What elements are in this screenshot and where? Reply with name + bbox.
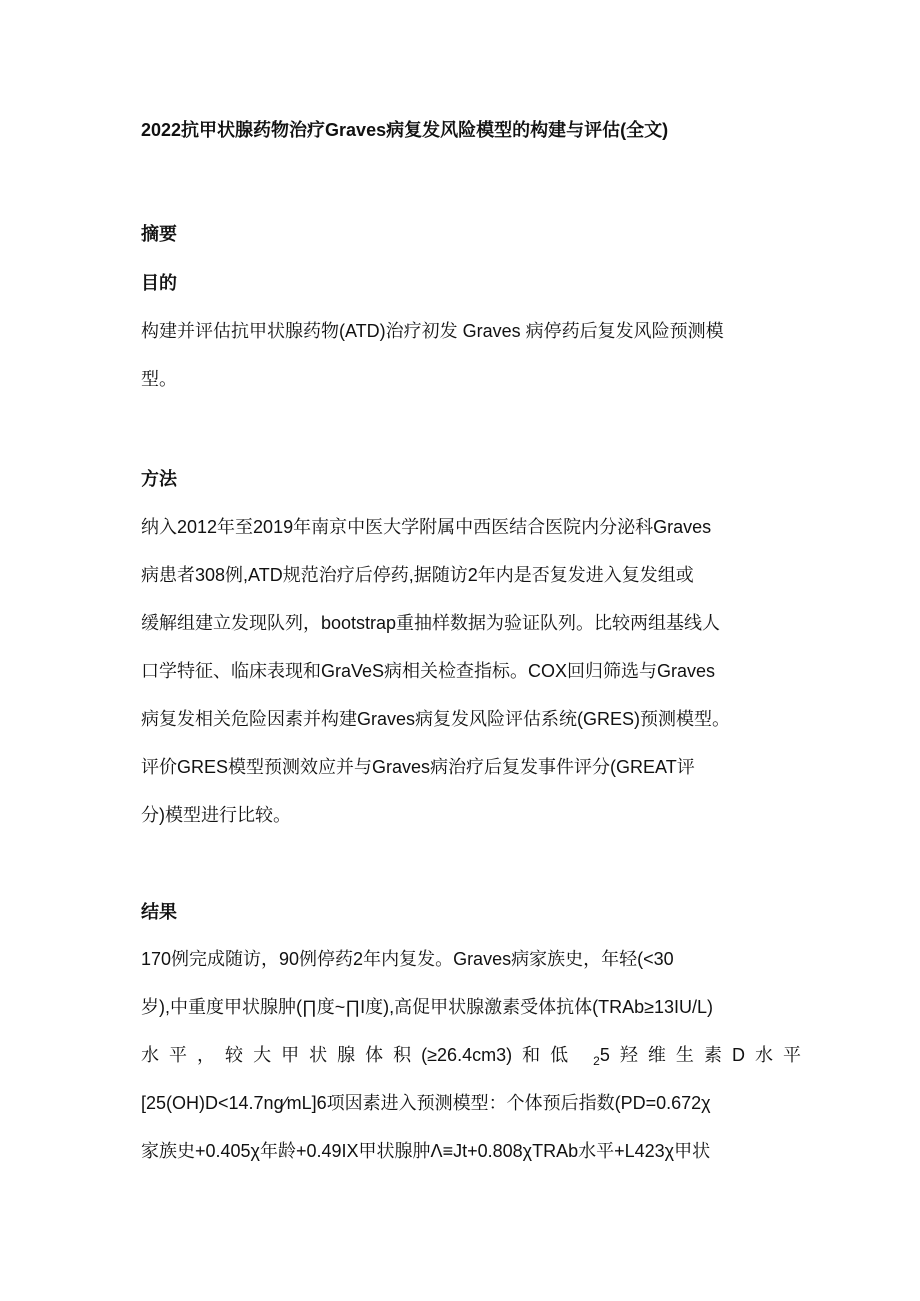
- document-title: 2022抗甲状腺药物治疗Graves病复发风险模型的构建与评估(全文): [141, 120, 669, 140]
- methods-line: 评价GRES模型预测效应并与Graves病治疗后复发事件评分(GREAT评: [141, 757, 695, 777]
- purpose-heading: 目的: [141, 273, 177, 293]
- methods-line: 分)模型进行比较。: [141, 805, 291, 825]
- methods-line: 纳入2012年至2019年南京中医大学附属中西医结合医院内分泌科Graves: [141, 517, 712, 537]
- methods-line: 病复发相关危险因素并构建Graves病复发风险评估系统(GRES)预测模型。: [141, 709, 731, 729]
- subscript-number: 2: [593, 1054, 600, 1068]
- results-heading: 结果: [141, 902, 177, 922]
- results-paragraph: [141, 935, 801, 1175]
- purpose-line: 型。: [141, 369, 177, 389]
- methods-line: 缓解组建立发现队列，bootstrap重抽样数据为验证队列。比较两组基线人: [141, 613, 721, 633]
- methods-paragraph: [141, 503, 801, 839]
- purpose-line: 构建并评估抗甲状腺药物(ATD)治疗初发 Graves 病停药后复发风险预测模: [141, 321, 724, 341]
- purpose-paragraph: [141, 307, 801, 403]
- results-line-part: 5羟维生素D水平: [599, 1045, 801, 1065]
- methods-line: 病患者308例,ATD规范治疗后停药,据随访2年内是否复发进入复发组或: [141, 565, 694, 585]
- results-line-with-subscript: [141, 1031, 801, 1079]
- results-line: 岁),中重度甲状腺肿(∏度~∏I度),高促甲状腺激素受体抗体(TRAb≥13IU/L): [141, 997, 714, 1017]
- abstract-heading: 摘要: [141, 224, 177, 244]
- results-line: [25(OH)D<14.7ng∕mL]6项因素进入预测模型：个体预后指数(PD=0.672χ: [141, 1093, 711, 1113]
- results-line: 170例完成随访，90例停药2年内复发。Graves病家族史，年轻(<30: [141, 949, 674, 969]
- results-line-part: 水平，较大甲状腺体积(≥26.4cm3)和低: [141, 1045, 579, 1065]
- methods-heading: 方法: [141, 469, 177, 489]
- results-line: 家族史+0.405χ年龄+0.49IX甲状腺肿Λ≡Jt+0.808χTRAb水平+L423χ甲状: [141, 1141, 711, 1161]
- methods-line: 口学特征、临床表现和GraVeS病相关检查指标。COX回归筛选与Graves: [141, 661, 716, 681]
